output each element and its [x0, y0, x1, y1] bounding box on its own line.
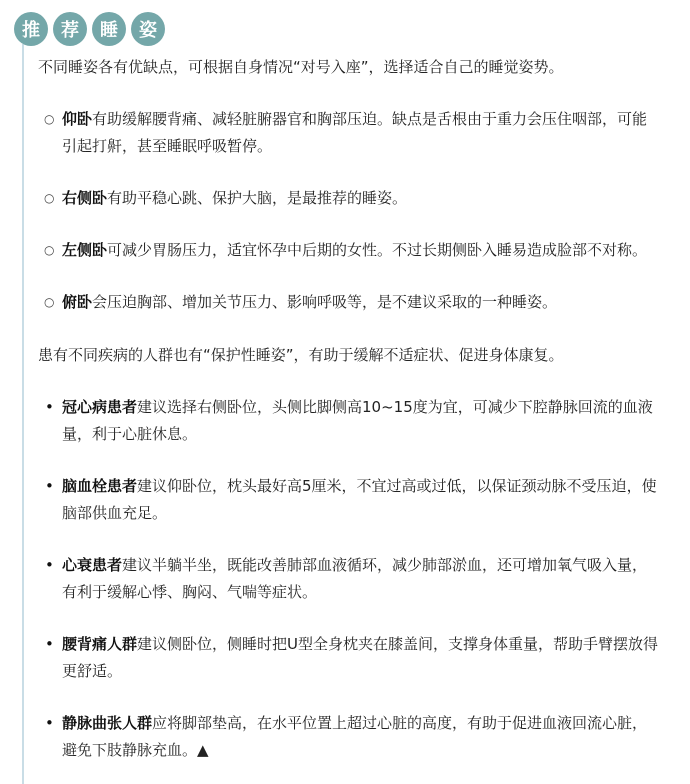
- group-name: 脑血栓患者: [62, 477, 138, 495]
- heading-badge: 睡: [92, 12, 126, 46]
- list-item: [38, 473, 660, 527]
- group-text: 建议半躺半坐，既能改善肺部血液循环，减少肺部淤血，还可增加氧气吸入量，有利于缓解心悸、胸闷、气喘等症状。: [62, 556, 648, 601]
- heading-badge: 荐: [53, 12, 87, 46]
- list-item: [38, 289, 660, 316]
- group-name: 腰背痛人群: [62, 635, 138, 653]
- left-border-line: [22, 44, 24, 784]
- group-name: 静脉曲张人群: [62, 714, 153, 732]
- posture-name: 左侧卧: [62, 241, 108, 259]
- group-name: 心衰患者: [62, 556, 123, 574]
- list-item: [38, 394, 660, 448]
- posture-name: 右侧卧: [62, 189, 108, 207]
- group-name: 冠心病患者: [62, 398, 138, 416]
- group-text: 建议侧卧位，侧睡时把U型全身枕夹在膝盖间，支撑身体重量，帮助手臂摆放得更舒适。: [62, 635, 658, 680]
- circle-bullet-icon: ○: [44, 243, 55, 257]
- disc-bullet-icon: •: [45, 714, 54, 732]
- posture-text: 会压迫胸部、增加关节压力、影响呼吸等，是不建议采取的一种睡姿。: [92, 293, 558, 311]
- list-item: [38, 106, 660, 160]
- posture-list: [38, 106, 660, 316]
- circle-bullet-icon: ○: [44, 295, 55, 309]
- posture-text: 有助平稳心跳、保护大脑，是最推荐的睡姿。: [107, 189, 408, 207]
- circle-bullet-icon: ○: [44, 191, 55, 205]
- circle-bullet-icon: ○: [44, 112, 55, 126]
- disc-bullet-icon: •: [45, 556, 54, 574]
- list-item: [38, 710, 660, 764]
- patient-group-list: [38, 394, 660, 764]
- posture-text: 可减少胃肠压力，适宜怀孕中后期的女性。不过长期侧卧入睡易造成脸部不对称。: [107, 241, 648, 259]
- disc-bullet-icon: •: [45, 477, 54, 495]
- list-item: [38, 631, 660, 685]
- intro-paragraph: 不同睡姿各有优缺点，可根据自身情况“对号入座”，选择适合自己的睡觉姿势。: [38, 58, 564, 76]
- posture-name: 仰卧: [62, 110, 93, 128]
- section-heading: [14, 12, 165, 46]
- disc-bullet-icon: •: [45, 635, 54, 653]
- heading-badge: 推: [14, 12, 48, 46]
- second-paragraph: 患有不同疾病的人群也有“保护性睡姿”，有助于缓解不适症状、促进身体康复。: [38, 346, 564, 364]
- group-text: 建议仰卧位，枕头最好高5厘米，不宜过高或过低，以保证颈动脉不受压迫，使脑部供血充足。: [62, 477, 657, 522]
- posture-text: 有助缓解腰背痛、减轻脏腑器官和胸部压迫。缺点是舌根由于重力会压住咽部，可能引起打鼾，甚至睡眠呼吸暂停。: [62, 110, 648, 155]
- group-text: 应将脚部垫高，在水平位置上超过心脏的高度，有助于促进血液回流心脏，避免下肢静脉充血。▲: [62, 714, 648, 759]
- disc-bullet-icon: •: [45, 398, 54, 416]
- list-item: [38, 237, 660, 264]
- list-item: [38, 185, 660, 212]
- list-item: [38, 552, 660, 606]
- posture-name: 俯卧: [62, 293, 93, 311]
- group-text: 建议选择右侧卧位，头侧比脚侧高10~15度为宜，可减少下腔静脉回流的血液量，利于心脏休息。: [62, 398, 653, 443]
- article-body: [38, 54, 660, 764]
- heading-badge: 姿: [131, 12, 165, 46]
